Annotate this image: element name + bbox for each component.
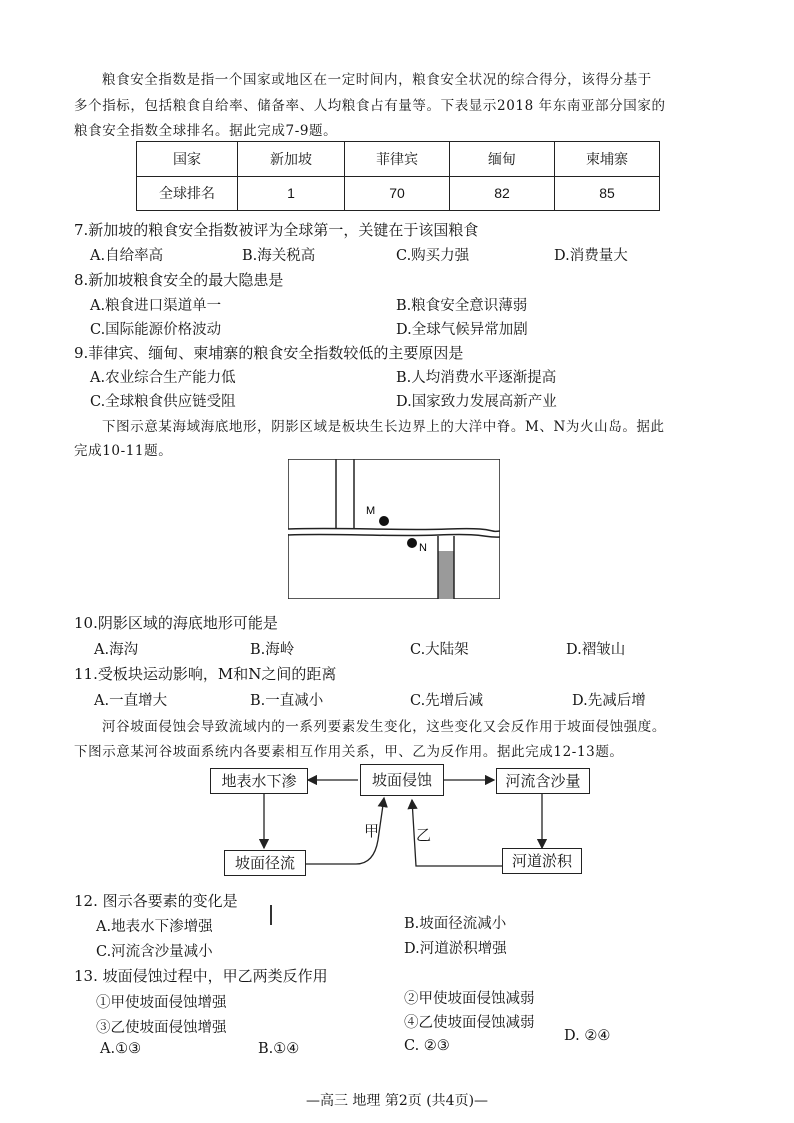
q13-option-a[interactable]: A.①③ bbox=[100, 1041, 142, 1057]
q10-stem: 10.阴影区域的海底地形可能是 bbox=[74, 614, 278, 632]
stray-mark bbox=[270, 905, 272, 925]
q9-stem: 9.菲律宾、缅甸、柬埔寨的粮食安全指数较低的主要原因是 bbox=[74, 344, 464, 362]
table-row bbox=[137, 176, 660, 211]
food-security-ranking-table bbox=[136, 141, 660, 211]
box-river-sediment: 河流含沙量 bbox=[496, 768, 590, 794]
q13-item-2: ②甲使坡面侵蚀减弱 bbox=[404, 991, 535, 1007]
q13-option-b[interactable]: B.①④ bbox=[258, 1041, 300, 1057]
table-cell: 1 bbox=[238, 176, 345, 211]
seafloor-map bbox=[288, 459, 500, 599]
q10-option-d[interactable]: D.褶皱山 bbox=[566, 642, 626, 658]
fault-line-upper bbox=[288, 528, 500, 531]
intro-line-2: 多个指标，包括粮食自给率、储备率、人均粮食占有量等。下表显示2018 年东南亚部分国家的 bbox=[74, 98, 666, 114]
intro2-line-2: 完成10-11题。 bbox=[74, 443, 173, 459]
q8-option-a[interactable]: A.粮食进口渠道单一 bbox=[90, 298, 222, 314]
q8-stem: 8.新加坡粮食安全的最大隐患是 bbox=[74, 271, 284, 289]
map-border-upper bbox=[288, 459, 500, 544]
q11-option-b[interactable]: B.一直减小 bbox=[250, 693, 324, 709]
label-n: N bbox=[419, 542, 427, 554]
q10-option-c[interactable]: C.大陆架 bbox=[410, 642, 469, 658]
box-channel-deposition: 河道淤积 bbox=[502, 848, 582, 874]
q7-option-c[interactable]: C.购买力强 bbox=[396, 248, 470, 264]
q7-option-d[interactable]: D.消费量大 bbox=[554, 248, 628, 264]
q7-option-b[interactable]: B.海关税高 bbox=[242, 248, 316, 264]
q9-option-a[interactable]: A.农业综合生产能力低 bbox=[90, 370, 236, 386]
q10-option-b[interactable]: B.海岭 bbox=[250, 642, 295, 658]
table-cell: 国家 bbox=[137, 142, 238, 177]
q12-option-b[interactable]: B.坡面径流减小 bbox=[404, 916, 507, 932]
q8-option-b[interactable]: B.粮食安全意识薄弱 bbox=[396, 298, 528, 314]
q13-item-1: ①甲使坡面侵蚀增强 bbox=[96, 995, 227, 1011]
q8-option-d[interactable]: D.全球气候异常加剧 bbox=[396, 322, 528, 338]
q13-stem: 13. 坡面侵蚀过程中，甲乙两类反作用 bbox=[74, 967, 328, 985]
box-slope-erosion: 坡面侵蚀 bbox=[360, 764, 444, 796]
q7-option-a[interactable]: A.自给率高 bbox=[90, 248, 164, 264]
label-yi: 乙 bbox=[416, 826, 432, 844]
intro-line-1: 粮食安全指数是指一个国家或地区在一定时间内，粮食安全状况的综合得分，该得分基于 bbox=[102, 72, 652, 88]
table-cell: 新加坡 bbox=[238, 142, 345, 177]
table-cell: 70 bbox=[345, 176, 450, 211]
box-surface-infiltration: 地表水下渗 bbox=[210, 768, 308, 794]
q9-option-c[interactable]: C.全球粮食供应链受阻 bbox=[90, 394, 236, 410]
table-row bbox=[137, 142, 660, 177]
table-cell: 缅甸 bbox=[450, 142, 555, 177]
intro3-line-1: 河谷坡面侵蚀会导致流域内的一系列要素发生变化，这些变化又会反作用于坡面侵蚀强度。 bbox=[102, 719, 666, 735]
intro3-line-2: 下图示意某河谷坡面系统内各要素相互作用关系，甲、乙为反作用。据此完成12-13题。 bbox=[74, 744, 624, 760]
q13-option-c[interactable]: C. ②③ bbox=[404, 1038, 450, 1054]
intro-line-3: 粮食安全指数全球排名。据此完成7-9题。 bbox=[74, 123, 338, 139]
q11-option-c[interactable]: C.先增后减 bbox=[410, 693, 484, 709]
seafloor-map-svg bbox=[288, 459, 500, 599]
intro2-line-1: 下图示意某海域海底地形，阴影区域是板块生长边界上的大洋中脊。M、N为火山岛。据此 bbox=[102, 419, 665, 435]
table-cell: 菲律宾 bbox=[345, 142, 450, 177]
q13-option-d[interactable]: D. ②④ bbox=[564, 1028, 611, 1044]
q7-stem: 7.新加坡的粮食安全指数被评为全球第一，关键在于该国粮食 bbox=[74, 221, 479, 239]
q8-option-c[interactable]: C.国际能源价格波动 bbox=[90, 322, 222, 338]
q11-option-d[interactable]: D.先减后增 bbox=[572, 693, 646, 709]
q12-option-c[interactable]: C.河流含沙量减小 bbox=[96, 944, 213, 960]
table-cell: 柬埔寨 bbox=[555, 142, 660, 177]
q13-item-3: ③乙使坡面侵蚀增强 bbox=[96, 1020, 227, 1036]
fault-line-lower bbox=[288, 534, 500, 537]
q9-option-b[interactable]: B.人均消费水平逐渐提高 bbox=[396, 370, 557, 386]
q9-option-d[interactable]: D.国家致力发展高新产业 bbox=[396, 394, 557, 410]
q11-option-a[interactable]: A.一直增大 bbox=[94, 693, 168, 709]
q13-item-4: ④乙使坡面侵蚀减弱 bbox=[404, 1015, 535, 1031]
island-n-dot bbox=[407, 538, 417, 548]
erosion-flow-diagram bbox=[206, 760, 596, 882]
map-border-lower bbox=[288, 534, 500, 599]
page-footer: —高三 地理 第2页 (共4页)— bbox=[305, 1093, 489, 1109]
q12-option-d[interactable]: D.河道淤积增强 bbox=[404, 941, 507, 957]
island-m-dot bbox=[379, 516, 389, 526]
ocean-ridge-shaded bbox=[438, 551, 454, 599]
box-slope-runoff: 坡面径流 bbox=[224, 850, 306, 876]
q12-stem: 12. 图示各要素的变化是 bbox=[74, 892, 238, 910]
table-cell: 82 bbox=[450, 176, 555, 211]
label-m: M bbox=[366, 505, 376, 517]
label-jia: 甲 bbox=[364, 822, 380, 840]
table-cell: 全球排名 bbox=[137, 176, 238, 211]
table-cell: 85 bbox=[555, 176, 660, 211]
q10-option-a[interactable]: A.海沟 bbox=[94, 642, 139, 658]
q12-option-a[interactable]: A.地表水下渗增强 bbox=[96, 919, 213, 935]
q11-stem: 11.受板块运动影响，M和N之间的距离 bbox=[74, 665, 337, 683]
